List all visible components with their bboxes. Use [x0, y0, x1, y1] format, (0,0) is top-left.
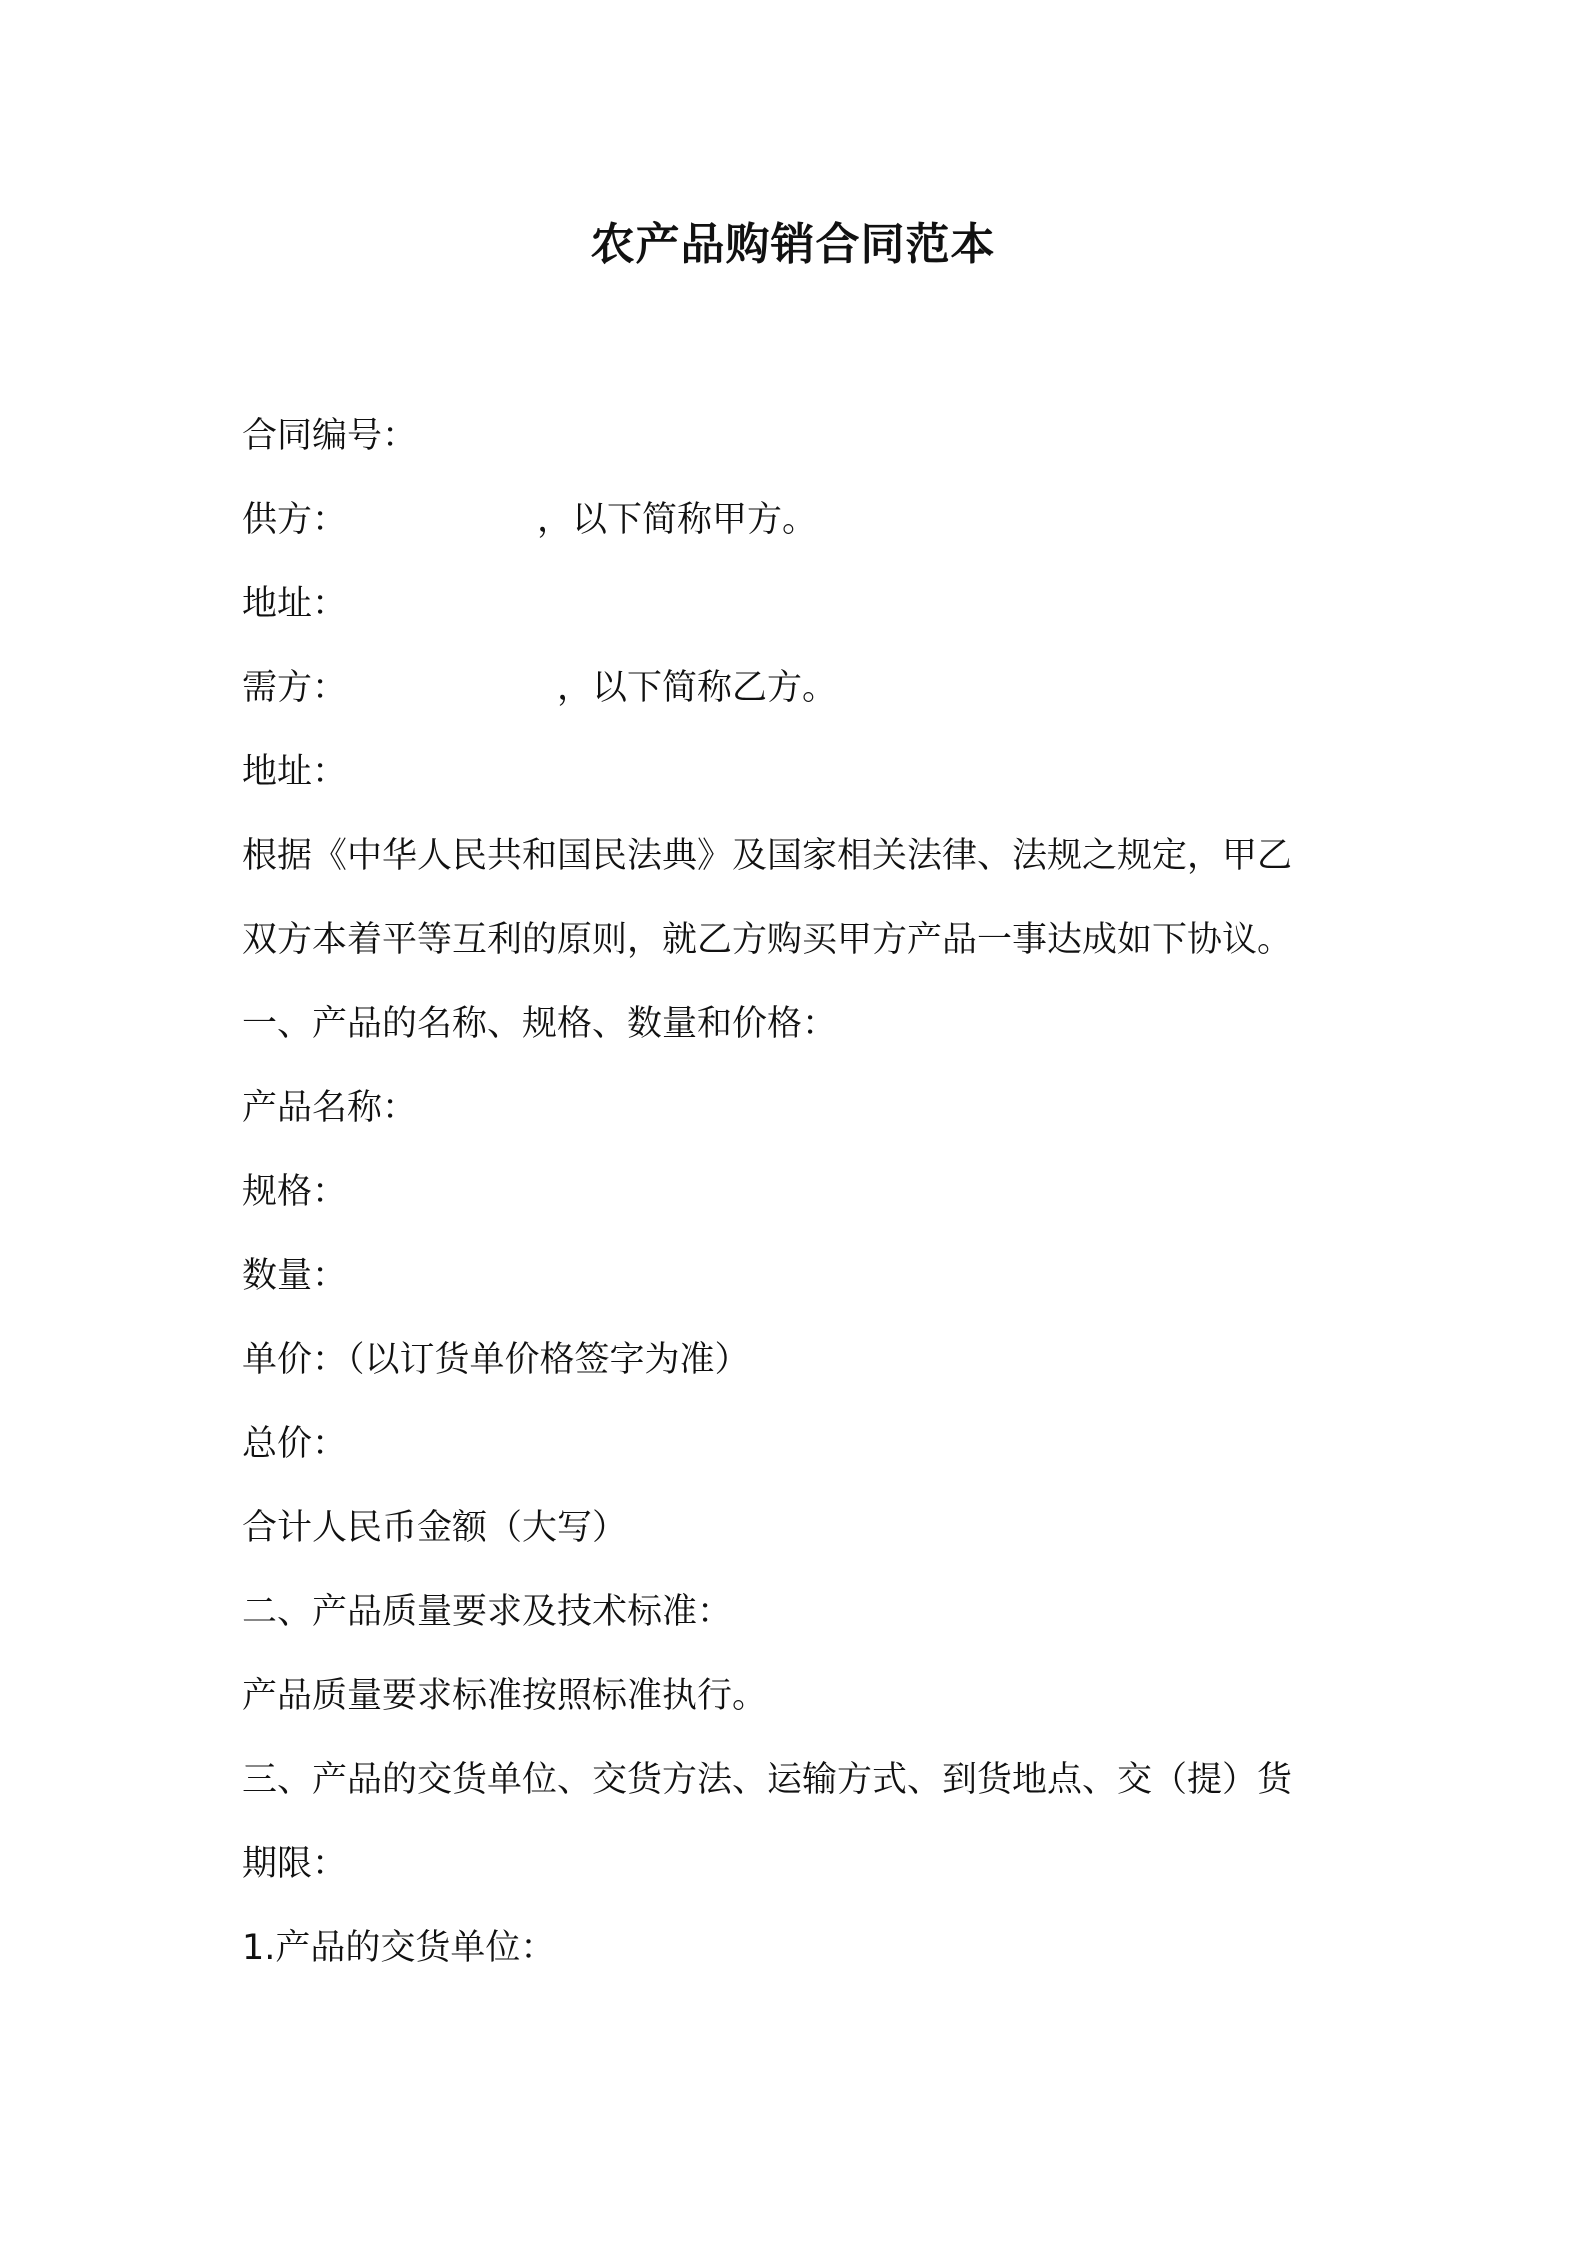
intro-line-2: 双方本着平等互利的原则，就乙方购买甲方产品一事达成如下协议。: [242, 920, 1293, 960]
buyer-line: [242, 664, 837, 712]
document-title: 农产品购销合同范本: [590, 219, 996, 270]
total-rmb-line: 合计人民币金额（大写）: [242, 1508, 628, 1548]
item-1-line: 1.产品的交货单位：: [242, 1928, 556, 1968]
supplier-line: [242, 496, 817, 544]
quality-line: 产品质量要求标准按照标准执行。: [242, 1676, 768, 1716]
supplier-label: 供方：: [242, 500, 348, 540]
buyer-label: 需方：: [242, 668, 348, 708]
quantity-line: 数量：: [242, 1256, 348, 1296]
buyer-address-line: 地址：: [242, 752, 348, 792]
intro-line-1: 根据《中华人民共和国民法典》及国家相关法律、法规之规定，甲乙: [242, 836, 1293, 876]
total-price-line: 总价：: [242, 1424, 348, 1464]
section-1-heading: 一、产品的名称、规格、数量和价格：: [242, 1004, 838, 1044]
spec-line: 规格：: [242, 1172, 348, 1212]
supplier-address-line: 地址：: [242, 584, 348, 624]
supplier-suffix: ，以下简称甲方。: [537, 500, 818, 540]
buyer-suffix: ，以下简称乙方。: [557, 668, 838, 708]
section-3-heading-line-1: 三、产品的交货单位、交货方法、运输方式、到货地点、交（提）货: [242, 1760, 1293, 1800]
section-3-heading-line-2: 期限：: [242, 1844, 348, 1884]
contract-number-line: 合同编号：: [242, 416, 418, 456]
product-name-line: 产品名称：: [242, 1088, 418, 1128]
unit-price-line: 单价：（以订货单价格签字为准）: [242, 1340, 750, 1380]
section-2-heading: 二、产品质量要求及技术标准：: [242, 1592, 733, 1632]
